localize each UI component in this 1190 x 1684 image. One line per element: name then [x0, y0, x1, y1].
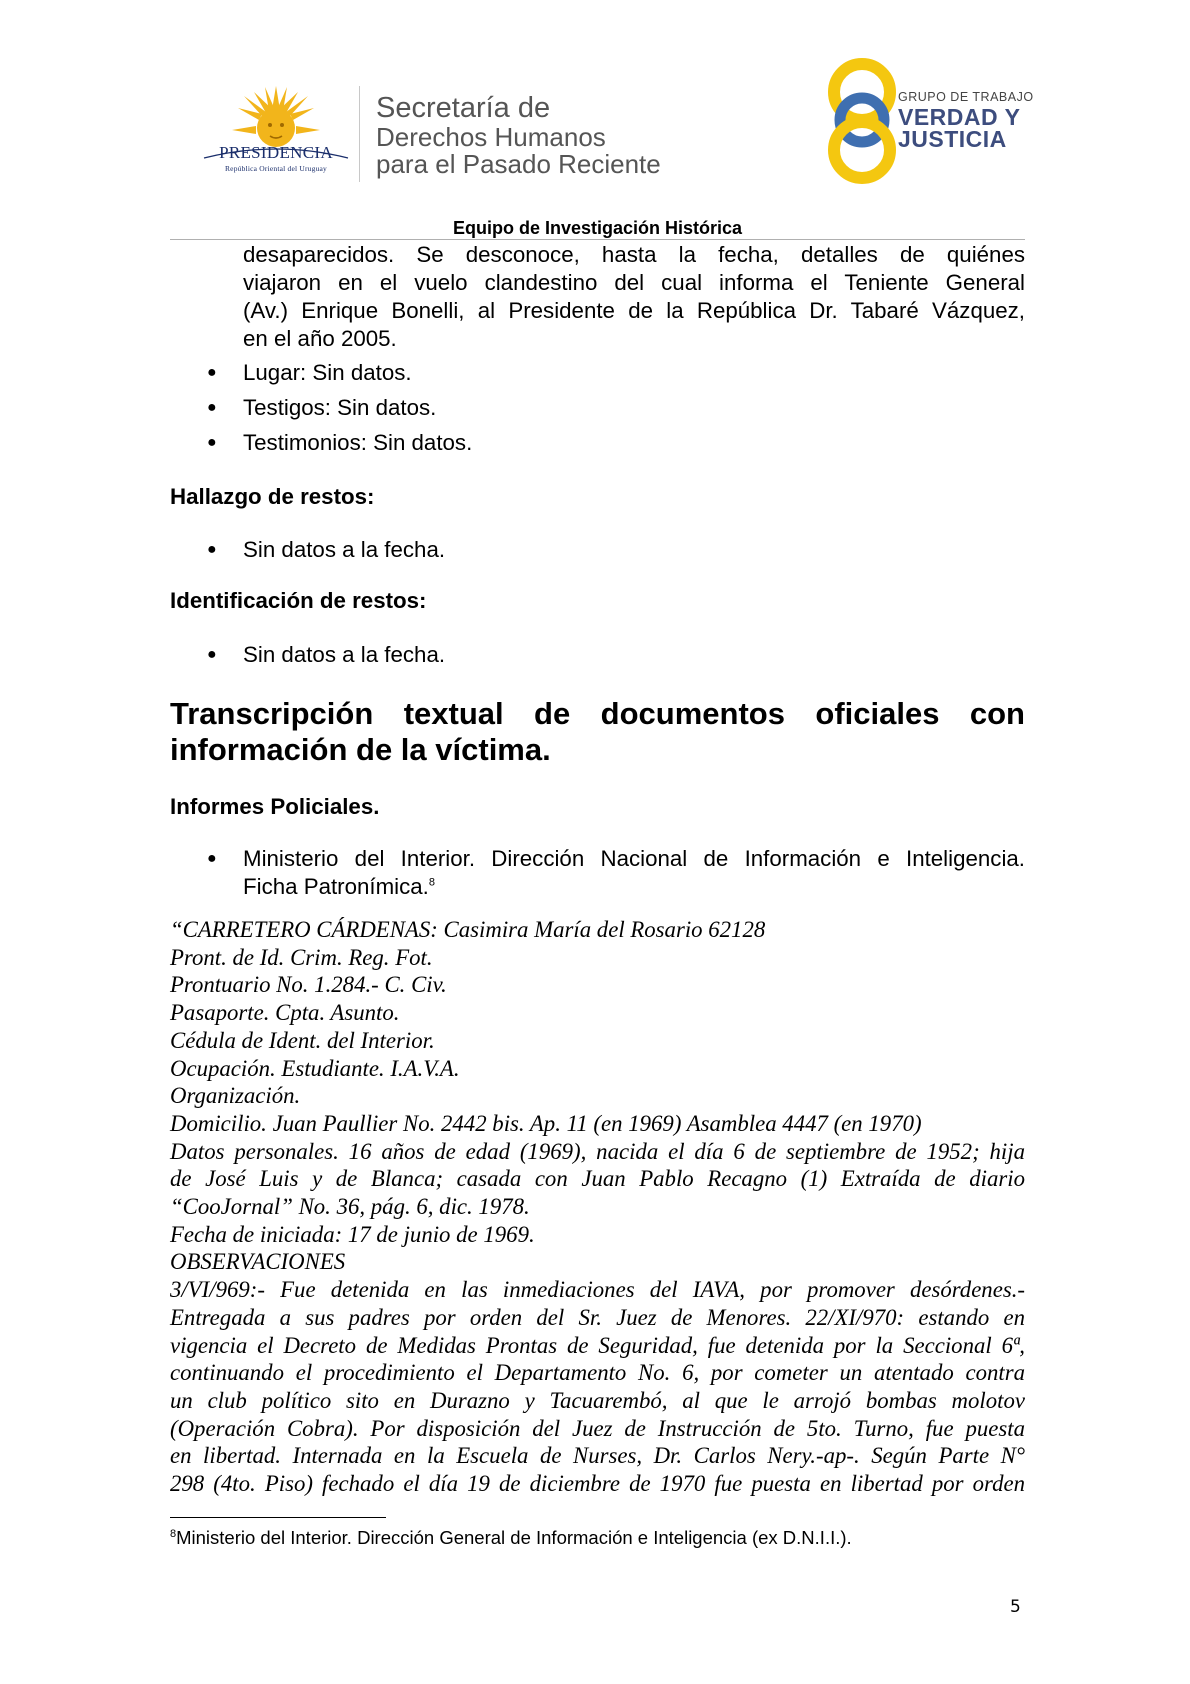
identificacion-heading: Identificación de restos: — [170, 588, 427, 613]
bullet-icon: ● — [207, 646, 217, 663]
secretaria-line1: Secretaría de — [376, 92, 551, 124]
ficha-line: Fecha de iniciada: 17 de junio de 1969. — [170, 1221, 535, 1247]
ficha-line: Prontuario No. 1.284.- C. Civ. — [170, 972, 447, 998]
list-item-text: Lugar: Sin datos. — [243, 360, 412, 385]
intro-line: viajaron en el vuelo clandestino del cual informa el Teniente General — [243, 270, 1025, 295]
ficha-line: Cédula de Ident. del Interior. — [170, 1027, 435, 1053]
ficha-transcription — [170, 916, 1025, 1498]
secretaria-line2: Derechos Humanos — [376, 122, 606, 152]
bullet-icon: ● — [207, 850, 217, 867]
ficha-line: Pasaporte. Cpta. Asunto. — [170, 1000, 400, 1026]
ficha-line: Ocupación. Estudiante. I.A.V.A. — [170, 1055, 460, 1081]
gtvj-small-label: GRUPO DE TRABAJO — [898, 90, 1034, 104]
ficha-line: “CARRETERO CÁRDENAS: Casimira María del Rosario 62128 — [170, 917, 766, 942]
list-item-text: Sin datos a la fecha. — [243, 537, 446, 562]
secretaria-line3: para el Pasado Reciente — [376, 149, 661, 179]
intro-line: desaparecidos. Se desconoce, hasta la fecha, detalles de quiénes — [243, 242, 1025, 267]
ficha-line: continuando el procedimiento el Departamento No. 6, por cometer un atentado contra — [170, 1360, 1025, 1386]
presidencia-label: PRESIDENCIA — [219, 143, 333, 162]
ficha-line: “CooJornal” No. 36, pág. 6, dic. 1978. — [170, 1194, 530, 1220]
header-divider — [359, 86, 360, 182]
footnote-number: 8 — [170, 1527, 177, 1540]
bullet-icon: ● — [207, 434, 217, 451]
ficha-line: (Operación Cobra). Por disposición del Juez de Instrucción de 5to. Turno, fue puesta — [170, 1415, 1025, 1441]
list-item-line: Ministerio del Interior. Dirección Nacional de Información e Inteligencia. — [243, 846, 1025, 871]
footnote-text: Ministerio del Interior. Dirección General de Información e Inteligencia (ex D.N.I.I.). — [176, 1527, 852, 1548]
informes-heading: Informes Policiales. — [170, 794, 380, 819]
ficha-line: de José Luis y de Blanca; casada con Juan Pablo Recagno (1) Extraída de diario — [170, 1166, 1025, 1192]
team-title: Equipo de Investigación Histórica — [452, 218, 743, 238]
footnote-ref[interactable]: 8 — [428, 876, 436, 889]
intro-line: en el año 2005. — [243, 326, 397, 351]
list-item-text: Testimonios: Sin datos. — [243, 430, 473, 455]
list-item-line: Ficha Patronímica. — [243, 874, 429, 899]
verdad-justicia-rings-logo — [822, 56, 902, 184]
ficha-line: Entregada a sus padres por orden del Sr. Juez de Menores. 22/XI/970: estando en — [170, 1304, 1025, 1330]
ficha-line: un club político sito en Durazno y Tacuarembó, al que le arrojó bombas molotov — [170, 1387, 1025, 1413]
ficha-line: Datos personales. 16 años de edad (1969), nacida el día 6 de septiembre de 1952; hija — [170, 1138, 1025, 1164]
bullet-icon: ● — [207, 364, 217, 381]
list-item-text — [243, 845, 1025, 901]
presidencia-sublabel: República Oriental del Uruguay — [224, 164, 327, 173]
header-rule — [170, 239, 1025, 240]
intro-line: (Av.) Enrique Bonelli, al Presidente de la República Dr. Tabaré Vázquez, — [243, 298, 1025, 323]
ficha-line: Pront. de Id. Crim. Reg. Fot. — [170, 944, 433, 970]
ficha-line: vigencia el Decreto de Medidas Prontas de Seguridad, fue detenida por la Seccional 6ª, — [170, 1332, 1025, 1358]
footnote-rule — [170, 1517, 386, 1518]
page-number: 5 — [1010, 1597, 1021, 1617]
ficha-line: en libertad. Internada en la Escuela de Nurses, Dr. Carlos Nery.-ap-. Según Parte N° — [170, 1443, 1025, 1469]
intro-paragraph — [243, 241, 1025, 353]
footnote — [170, 1527, 852, 1549]
bullet-icon: ● — [207, 399, 217, 416]
ficha-line: OBSERVACIONES — [170, 1249, 346, 1275]
heading-line: Transcripción textual de documentos oficiales con — [170, 696, 1025, 731]
heading-line: información de la víctima. — [170, 732, 551, 767]
transcripcion-heading — [170, 696, 1025, 768]
ficha-line: Organización. — [170, 1083, 301, 1109]
gtvj-line1: VERDAD Y — [898, 104, 1021, 130]
list-item — [207, 845, 1025, 905]
gtvj-line2: JUSTICIA — [898, 126, 1007, 152]
hallazgo-heading: Hallazgo de restos: — [170, 484, 375, 509]
ficha-line: Domicilio. Juan Paullier No. 2442 bis. Ap. 11 (en 1969) Asamblea 4447 (en 1970) — [170, 1110, 922, 1136]
list-item-text: Testigos: Sin datos. — [243, 395, 437, 420]
list-item-text: Sin datos a la fecha. — [243, 642, 446, 667]
ficha-line: 3/VI/969:- Fue detenida en las inmediaciones del IAVA, por promover desórdenes.- — [170, 1277, 1025, 1303]
ficha-line: 298 (4to. Piso) fechado el día 19 de diciembre de 1970 fue puesta en libertad por orden — [170, 1471, 1025, 1497]
bullet-icon: ● — [207, 541, 217, 558]
